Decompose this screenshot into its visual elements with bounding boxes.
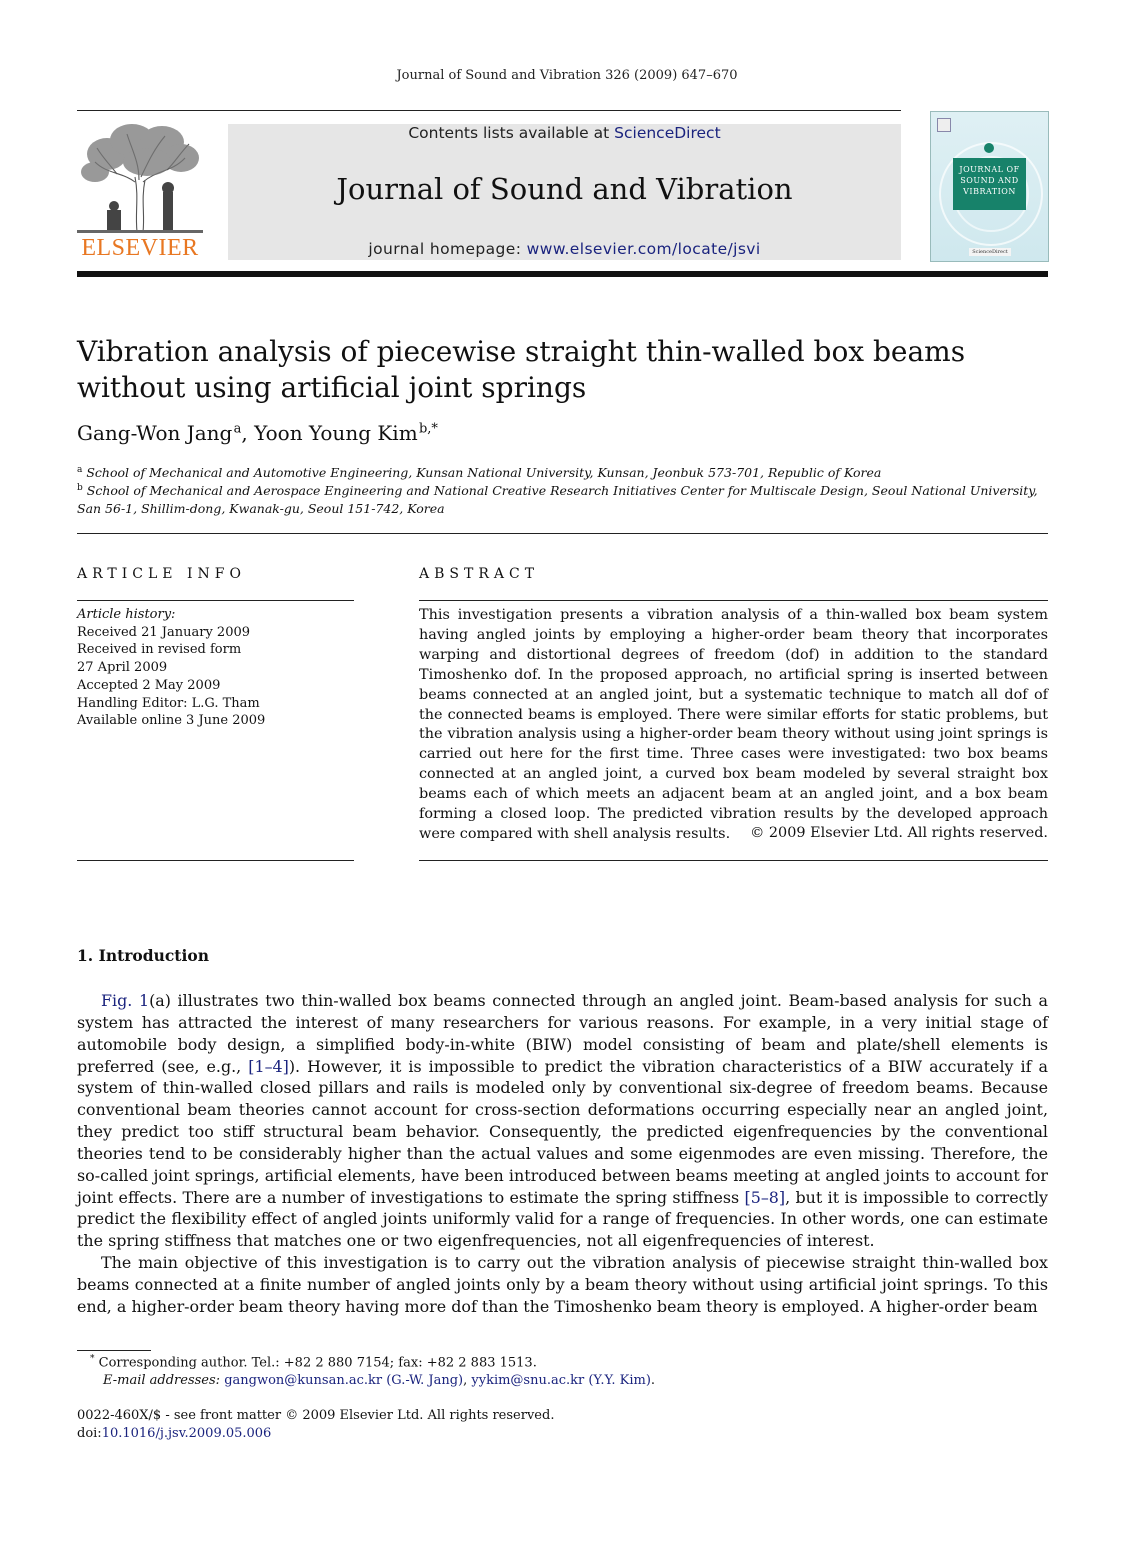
- affiliation-a: $^a$ School of Mechanical and Automotive Engineering, Kunsan National University, Kunsan, Jeonbuk 573-701, Republic of Korea: [77, 465, 882, 481]
- section-heading-introduction: 1. Introduction: [77, 946, 209, 965]
- doi-line: doi:10.1016/j.jsv.2009.05.006: [77, 1426, 272, 1441]
- figure-link[interactable]: Fig. 1: [101, 991, 150, 1010]
- journal-cover-thumbnail[interactable]: [930, 111, 1049, 262]
- tree-icon: [77, 122, 203, 234]
- cover-mini-logo-icon: [937, 118, 951, 132]
- journal-banner: [228, 124, 901, 260]
- history-item: Received in revised form: [77, 642, 242, 658]
- header-thick-rule: [77, 271, 1048, 277]
- author-name[interactable]: Gang-Won Jang: [77, 421, 233, 445]
- abstract-text: This investigation presents a vibration analysis of a thin-walled box beam system having angled joints by employing a higher-order beam theory that incorporates warping and distortional degrees of freedom (dof) in addition to the standard Timoshenko dof. In the proposed approach, no artificial spring is inserted between beams connected at an angled joint, but a systematic technique to match all dof of the connected beams is employed. There were similar efforts for static problems, but the vibration analysis using a higher-order beam theory without using joint springs is carried out here for the first time. Three cases were investigated: two box beams connected at an angled joint, a curved box beam modeled by several straight box beams each of which meets an adjacent beam at an angled joint, and a box beam forming a closed loop. The predicted vibration results by the developed approach were compared with shell analysis results.: [419, 607, 1048, 842]
- publisher-name: ELSEVIER: [81, 235, 199, 261]
- author-mark: b,*: [418, 421, 438, 437]
- abstract-top-rule: [419, 600, 1048, 601]
- cover-footer: ScienceDirect: [969, 248, 1011, 256]
- author-mark: a: [233, 421, 242, 437]
- history-item: Available online 3 June 2009: [77, 713, 266, 729]
- reference-link[interactable]: [5–8]: [744, 1187, 786, 1207]
- corresponding-author-note: * Corresponding author. Tel.: +82 2 880 7154; fax: +82 2 883 1513.: [90, 1354, 537, 1371]
- journal-citation: Journal of Sound and Vibration 326 (2009) 647–670: [396, 68, 738, 83]
- issn-line: 0022-460X/$ - see front matter © 2009 Elsevier Ltd. All rights reserved.: [77, 1408, 555, 1423]
- doi-link[interactable]: 10.1016/j.jsv.2009.05.006: [101, 1426, 272, 1441]
- abstract-copyright: © 2009 Elsevier Ltd. All rights reserved.: [749, 825, 1048, 841]
- cover-title: JOURNAL OF SOUND AND VIBRATION: [953, 158, 1026, 210]
- homepage-line: journal homepage: www.elsevier.com/locate/jsvi: [368, 240, 761, 258]
- email-note: E-mail addresses: gangwon@kunsan.ac.kr (G.-W. Jang), yykim@snu.ac.kr (Y.Y. Kim).: [103, 1373, 656, 1388]
- article-info-heading: ARTICLE INFO: [77, 566, 246, 582]
- header-rule: [77, 110, 901, 111]
- author-name[interactable]: Yoon Young Kim: [254, 421, 418, 445]
- affiliation-b: $^b$ School of Mechanical and Aerospace Engineering and National Creative Research Initiatives Center for Multiscale Design, Seoul National University, San 56-1, Shillim-dong, Kwanak-gu, Seoul 151-742, Korea: [77, 483, 1038, 517]
- reference-link[interactable]: [1–4]: [248, 1056, 289, 1076]
- intro-paragraph-2: The main objective of this investigation is to carry out the vibration analysis of piecewise straight thin-walled box beams connected at a finite number of angled joints only by a beam theory without using artificial joint springs. To this end, a higher-order beam theory having more dof than the Timoshenko beam theory is employed. A higher-order beam: [77, 1253, 1048, 1316]
- history-item: Accepted 2 May 2009: [77, 677, 221, 693]
- history-item: Received 21 January 2009: [77, 624, 251, 640]
- history-item: Handling Editor: L.G. Tham: [77, 695, 260, 711]
- intro-paragraph-1: Fig. 1(a) illustrates two thin-walled box beams connected through an angled joint. Beam-based analysis for such a system has attracted the interest of many researchers for various reasons. For example, in a very initial stage of automobile body design, a simplified body-in-white (BIW) model consisting of beam and plate/shell elements is preferred (see, e.g., [1–4]). However, it is impossible to predict the vibration characteristics of a BIW accurately if a system of thin-walled closed pillars and rails is modeled only by conventional six-degree of freedom beams. Because conventional beam theories cannot account for cross-section deformations occurring especially near an angled joint, they predict too stiff structural beam behavior. Consequently, the predicted eigenfrequencies by the conventional theories tend to be considerably higher than the actual values and some eigenmodes are even missing. Therefore, the so-called joint springs, artificial elements, have been introduced between beams meeting at angled joints to account for joint effects. There are a number of investigations to estimate the spring stiffness [5–8], but it is impossible to correctly predict the flexibility effect of angled joints uniformly valid for a range of frequencies. In other words, one can estimate the spring stiffness that matches one or two eigenfrequencies, not all eigenfrequencies of interest.: [77, 991, 1049, 1251]
- affiliation-rule: [77, 533, 1048, 534]
- article-info-bottom-rule: [77, 860, 354, 861]
- email-link[interactable]: yykim@snu.ac.kr (Y.Y. Kim): [471, 1373, 651, 1388]
- abstract-bottom-rule: [419, 860, 1048, 861]
- article-title: Vibration analysis of piecewise straight thin-walled box beams without using artificial joint springs: [77, 335, 966, 404]
- footnote-rule: [77, 1350, 151, 1351]
- article-history: Article history: Received 21 January 2009 Received in revised form 27 April 2009 Accepted 2 May 2009 Handling Editor: L.G. Tham Available online 3 June 2009: [77, 607, 266, 729]
- contents-line: Contents lists available at ScienceDirect: [408, 124, 721, 142]
- sciencedirect-link[interactable]: ScienceDirect: [614, 124, 721, 142]
- author-list: Gang-Won Jang $^a$, Yoon Young Kim $^{b,*}$: [77, 421, 438, 445]
- elsevier-logo[interactable]: [77, 122, 203, 262]
- email-link[interactable]: gangwon@kunsan.ac.kr (G.-W. Jang): [224, 1373, 464, 1388]
- history-item: 27 April 2009: [77, 660, 168, 676]
- cover-emblem-icon: [984, 143, 994, 153]
- journal-title: Journal of Sound and Vibration: [336, 172, 793, 206]
- article-info-top-rule: [77, 600, 354, 601]
- homepage-link[interactable]: www.elsevier.com/locate/jsvi: [526, 240, 761, 258]
- abstract-heading: ABSTRACT: [419, 566, 540, 582]
